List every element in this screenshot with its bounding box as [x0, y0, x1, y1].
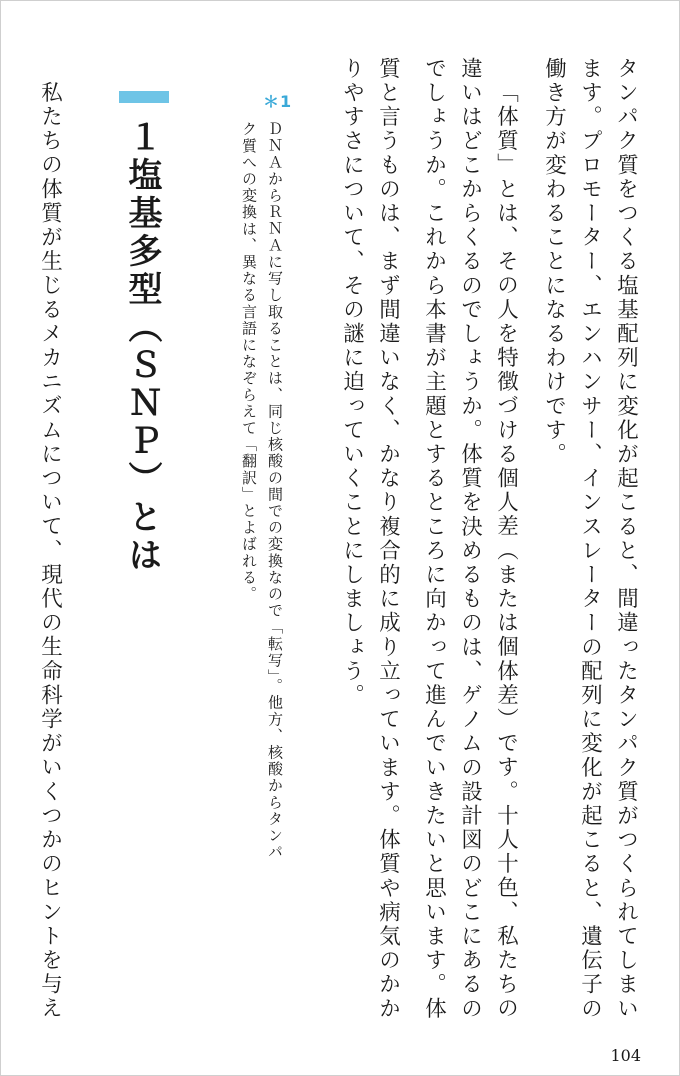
body-line-3: 働き方が変わることになるわけです。: [541, 57, 567, 467]
footnote-line-2: ク質への変換は、異なる言語になぞらえて「翻訳」とよばれる。: [240, 121, 258, 603]
body-line-1: タンパク質をつくる塩基配列に変化が起こると、間違ったタンパク質がつくられてしまい: [613, 57, 639, 1021]
section-heading: １塩基多型（ＳＮＰ）とは: [122, 119, 162, 575]
footnote-line-1: ＤＮＡからＲＮＡに写し取ることは、同じ核酸の間での変換なので「転写」。他方、核酸からタンパ: [266, 121, 284, 861]
footnote-marker: ＊1: [263, 92, 293, 111]
page-number: 104: [610, 1046, 641, 1065]
section-body-line-1: 私たちの体質が生じるメカニズムについて、現代の生命科学がいくつかのヒントを与え: [37, 81, 63, 1021]
body-line-7: 質と言うものは、まず間違いなく、かなり複合的に成り立っています。体質や病気のかか: [375, 57, 401, 1021]
body-line-6: でしょうか。これから本書が主題とするところに向かって進んでいきたいと思います。体: [421, 57, 447, 1021]
body-line-5: 違いはどこからくるのでしょうか。体質を決めるものは、ゲノムの設計図のどこにあるの: [457, 57, 483, 1021]
body-line-4: 「体質」とは、その人を特徴づける個人差（または個体差）です。十人十色、私たちの: [493, 81, 519, 1021]
body-line-8: りやすさについて、その謎に迫っていくことにしましょう。: [339, 57, 365, 708]
heading-accent-bar: [119, 91, 169, 103]
body-line-2: ます。プロモーター、エンハンサー、インスレーターの配列に変化が起こると、遺伝子の: [577, 57, 603, 1021]
